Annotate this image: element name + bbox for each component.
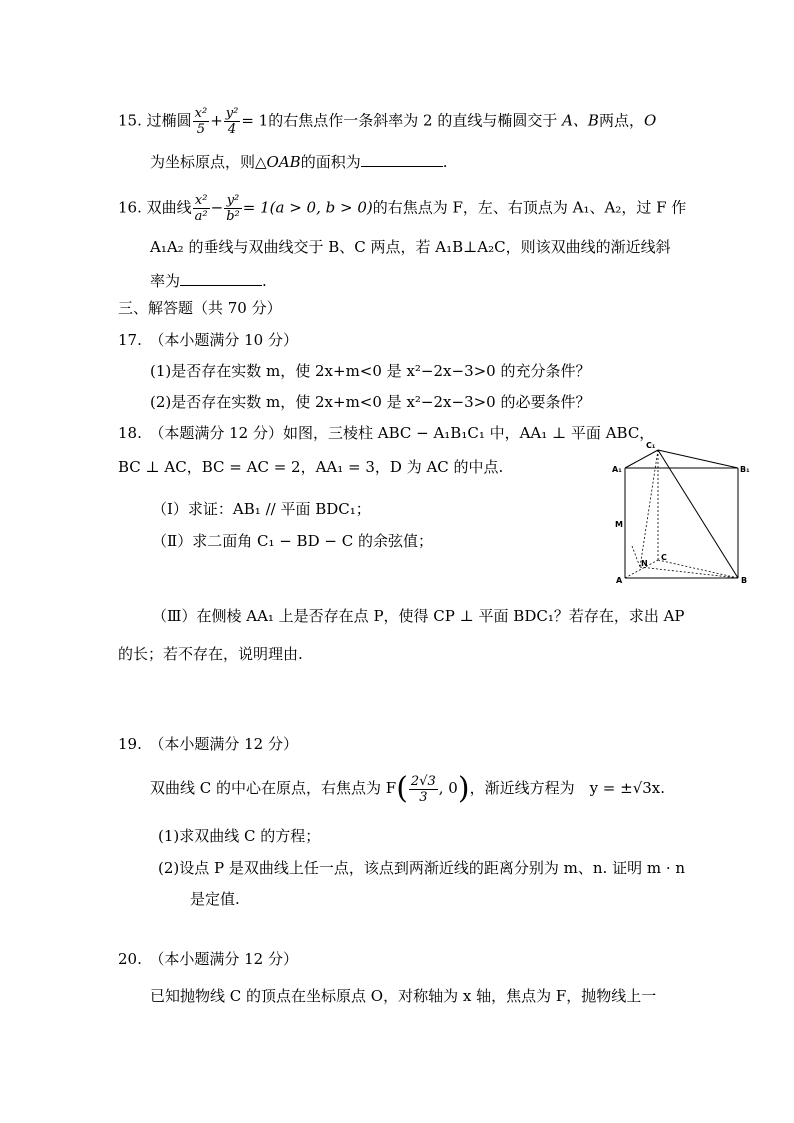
q18-heading: 18. （本题满分 12 分）如图，三棱柱 ABC − A₁B₁C₁ 中，AA₁ ⊥ 平面 ABC，	[118, 424, 655, 442]
q16-end: .	[262, 272, 267, 290]
q16-text: 双曲线	[146, 198, 192, 217]
q19-part2-cont: 是定值.	[190, 890, 240, 908]
fig-label-a1: A₁	[612, 465, 622, 474]
q15-eq: = 1	[241, 111, 269, 130]
q15-origin: O	[643, 111, 657, 130]
q19-text: 双曲线 C 的中心在原点，右焦点为 F	[150, 779, 397, 797]
q15-line1	[118, 106, 656, 137]
q16-frac1-num: x²	[193, 193, 210, 209]
q19-heading: 19. （本小题满分 12 分）	[118, 735, 298, 753]
q19-coord: , 0	[438, 779, 458, 797]
q16-text2: 的右焦点为 F，左、右顶点为 A₁、A₂，过 F 作	[372, 198, 687, 217]
q20-heading: 20. （本小题满分 12 分）	[118, 950, 298, 968]
q18-prism-figure	[610, 440, 755, 588]
fig-label-b1: B₁	[740, 465, 750, 474]
fig-label-m: M	[615, 520, 623, 529]
q15-text3: 两点，	[598, 111, 644, 130]
q15-text: 过椭圆	[146, 111, 192, 130]
q15-points: A、B	[562, 111, 599, 130]
q18-part2: （Ⅱ）求二面角 C₁ − BD − C 的余弦值；	[152, 532, 433, 550]
q15-frac1-den: 5	[196, 122, 206, 137]
q16-answer-blank	[180, 270, 262, 286]
q16-minus: −	[210, 198, 224, 217]
fig-label-c1: C₁	[646, 441, 656, 450]
q16-frac1-den: a²	[194, 209, 208, 224]
q15-frac1-num: x²	[194, 106, 208, 121]
q15-frac2-num: y²	[225, 106, 239, 121]
q16-line3-text: 率为	[150, 272, 181, 290]
section-heading: 三、解答题（共 70 分）	[118, 299, 282, 317]
q15-line2	[150, 151, 448, 173]
q18-line2: BC ⊥ AC，BC = AC = 2，AA₁ = 3，D 为 AC 的中点.	[118, 458, 504, 476]
fig-label-a: A	[616, 576, 623, 585]
fig-label-b: B	[741, 576, 748, 585]
q19-part2: (2)设点 P 是双曲线上任一点，该点到两渐近线的距离分别为 m、n. 证明 m · n	[158, 859, 686, 877]
q17-heading: 17. （本小题满分 10 分）	[118, 331, 298, 349]
q15-plus: +	[210, 111, 223, 130]
q15-end: .	[442, 153, 448, 171]
q16-frac1	[193, 193, 210, 224]
q15-triangle: OAB	[266, 153, 301, 171]
q19-line1	[150, 773, 665, 805]
q16-line2: A₁A₂ 的垂线与双曲线交于 B、C 两点，若 A₁B⊥A₂C，则该双曲线的渐近线斜	[150, 238, 671, 256]
q18-part3-cont: 的长；若不存在，说明理由.	[118, 645, 303, 663]
q15-frac2-den: 4	[227, 122, 237, 137]
q15-text2: 的右焦点作一条斜率为 2 的直线与椭圆交于	[268, 111, 563, 130]
q19-paren-right: )	[457, 771, 470, 806]
q18-part3: （Ⅲ）在侧棱 AA₁ 上是否存在点 P，使得 CP ⊥ 平面 BDC₁？若存在，求出 AP	[152, 607, 685, 625]
fig-label-c: C	[661, 553, 667, 562]
q16-frac2-num: y²	[224, 193, 242, 209]
q15-answer-blank	[361, 151, 443, 167]
q19-part1: (1)求双曲线 C 的方程；	[158, 827, 321, 845]
q18-part1: （Ⅰ）求证：AB₁ // 平面 BDC₁；	[152, 500, 371, 518]
q19-paren-left: (	[396, 771, 408, 806]
q15-line2-text2: 的面积为	[300, 153, 361, 171]
q16-frac2-den: b²	[226, 209, 240, 224]
q17-part1: (1)是否存在实数 m，使 2x+m<0 是 x²−2x−3>0 的充分条件？	[150, 362, 591, 380]
fig-label-n: N	[641, 559, 648, 568]
q17-part2: (2)是否存在实数 m，使 2x+m<0 是 x²−2x−3>0 的必要条件？	[150, 393, 591, 411]
q16-number: 16.	[118, 198, 142, 217]
q19-frac-num: 2√3	[410, 773, 436, 789]
q19-frac	[409, 774, 438, 805]
q15-frac2	[224, 106, 241, 137]
q20-line1: 已知抛物线 C 的顶点在坐标原点 O，对称轴为 x 轴，焦点为 F，抛物线上一	[150, 987, 657, 1005]
q15-number: 15.	[118, 111, 142, 130]
q16-condition: = 1(a > 0, b > 0)	[242, 198, 373, 217]
q19-frac-den: 3	[419, 789, 428, 805]
q19-text2: ，渐近线方程为 y = ±√3x.	[469, 779, 666, 797]
q16-line1	[118, 193, 686, 224]
q15-frac1	[193, 106, 210, 137]
q15-line2-text: 为坐标原点，则△	[150, 153, 267, 171]
q16-frac2	[224, 193, 242, 224]
q16-line3	[150, 270, 267, 292]
